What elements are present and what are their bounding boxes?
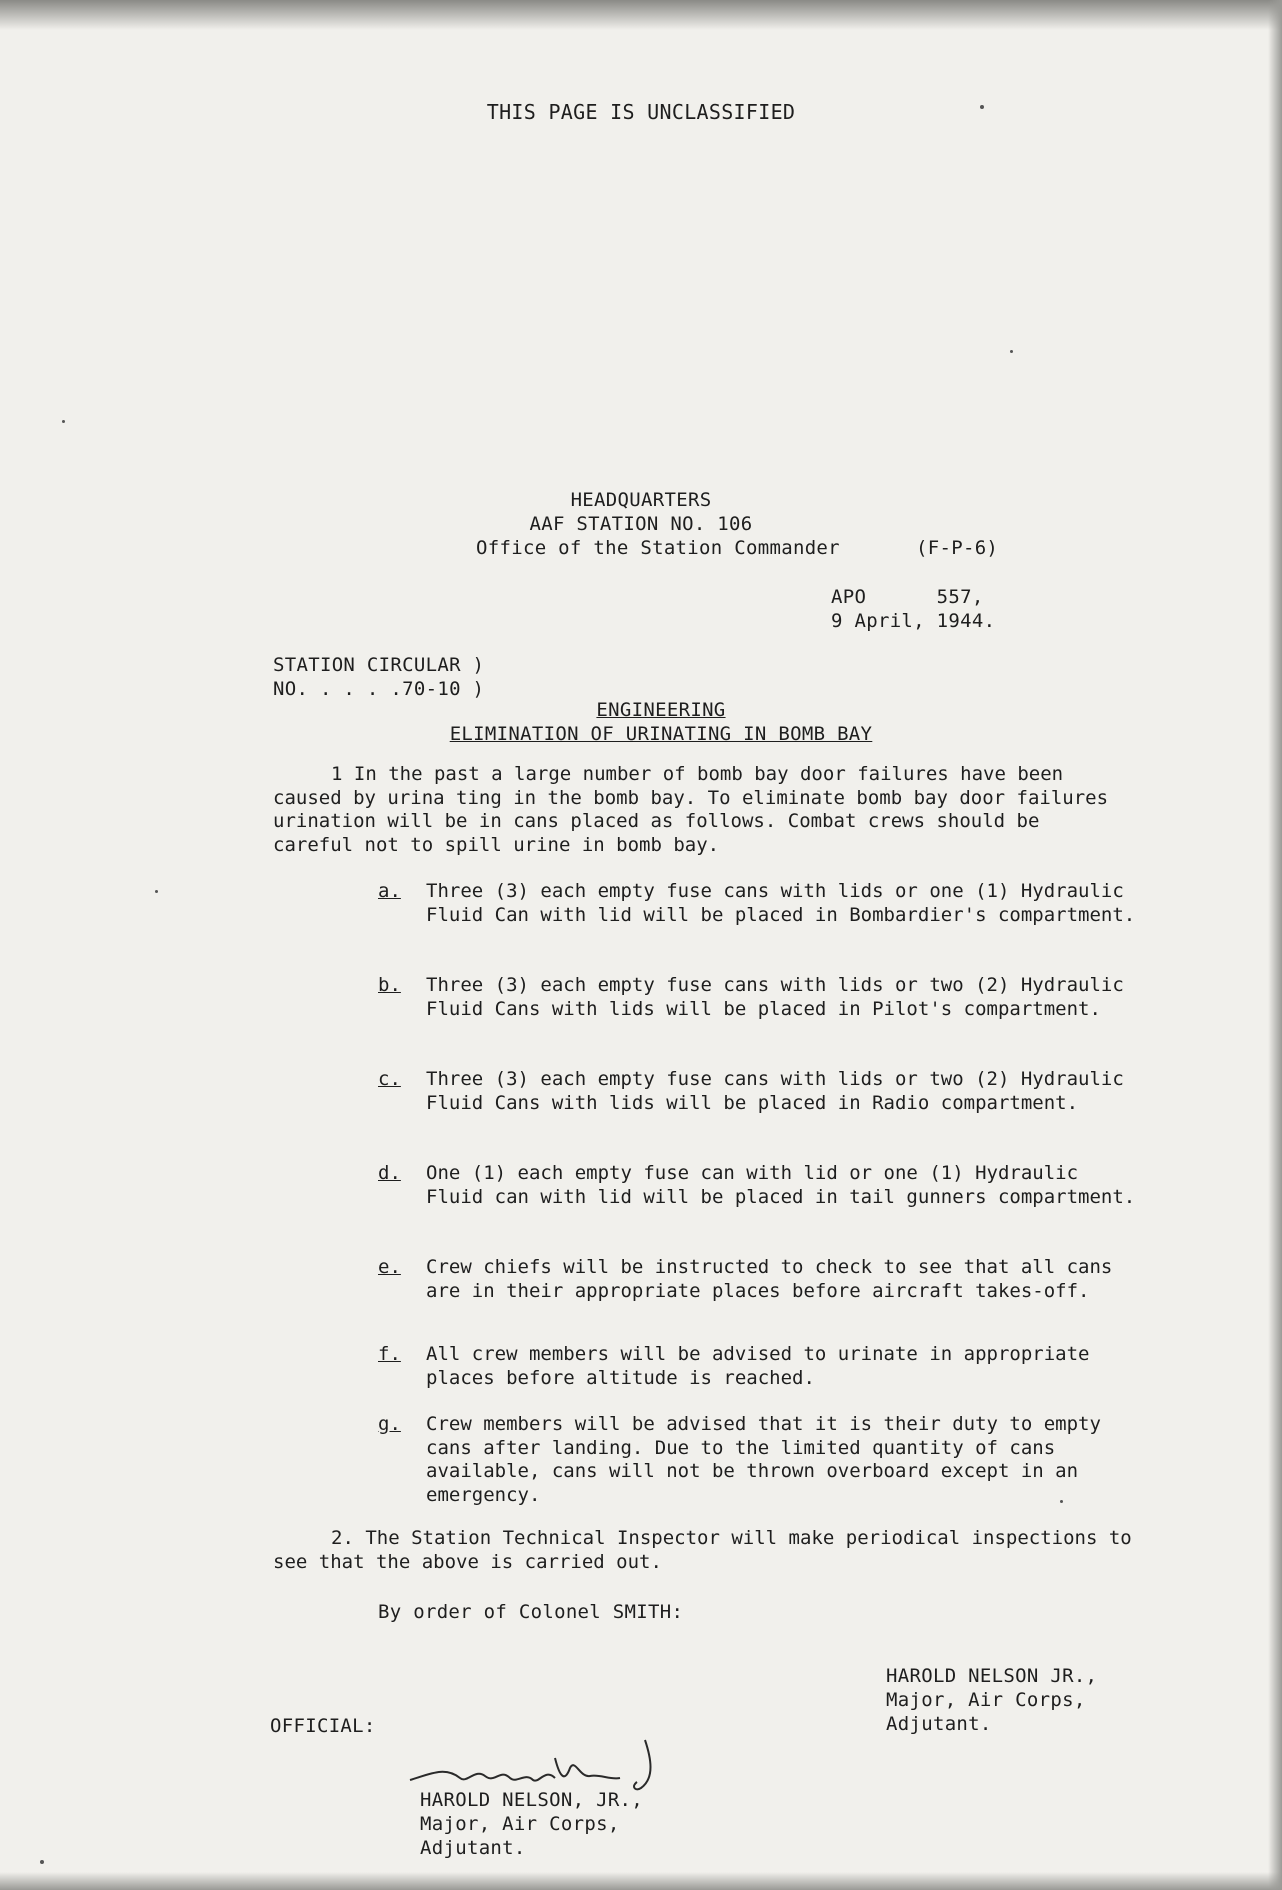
- item-text: Three (3) each empty fuse cans with lids or two (2) Hydraulic Fluid Cans with lids will be placed in Radio compartment.: [426, 1068, 1124, 1114]
- heading-headquarters: HEADQUARTERS: [570, 489, 712, 511]
- item-text: Crew chiefs will be instructed to check to see that all cans are in their appropriate places before aircraft takes-off.: [426, 1256, 1113, 1302]
- item-label: e.: [378, 1256, 401, 1278]
- circular-number: NO. . . . .70-10 ): [273, 678, 485, 700]
- scan-speck: [980, 105, 984, 109]
- scan-edge-bottom: [0, 1872, 1282, 1890]
- item-text: Crew members will be advised that it is their duty to empty cans after landing. Due to the limited quantity of cans available, cans will not be thrown overboard except in an emergency.: [426, 1413, 1101, 1506]
- item-label: b.: [378, 974, 401, 996]
- file-reference: (F-P-6): [916, 537, 999, 559]
- scan-edge-top: [0, 0, 1282, 30]
- item-label: a.: [378, 880, 401, 902]
- item-text: One (1) each empty fuse can with lid or one (1) Hydraulic Fluid can with lid will be placed in tail gunners compartment.: [426, 1162, 1136, 1208]
- signatory-title: Adjutant.: [886, 1713, 992, 1735]
- paragraph-2: 2. The Station Technical Inspector will make periodical inspections to see that the above is carried out.: [273, 1527, 1132, 1573]
- official-label: OFFICIAL:: [270, 1715, 376, 1737]
- scan-speck: [1010, 350, 1013, 353]
- official-title: Adjutant.: [420, 1837, 526, 1859]
- scan-speck: [40, 1860, 44, 1864]
- document-date: 9 April, 1944.: [831, 610, 996, 632]
- subject-category: ENGINEERING: [596, 699, 726, 721]
- heading-station: AAF STATION NO. 106: [529, 513, 753, 535]
- scan-speck: [62, 420, 65, 423]
- item-label: f.: [378, 1343, 401, 1365]
- item-text: Three (3) each empty fuse cans with lids or two (2) Hydraulic Fluid Cans with lids will be placed in Pilot's compartment.: [426, 974, 1124, 1020]
- item-label: c.: [378, 1068, 401, 1090]
- item-text: Three (3) each empty fuse cans with lids or one (1) Hydraulic Fluid Can with lid will be placed in Bombardier's compartment.: [426, 880, 1136, 926]
- classification-banner: THIS PAGE IS UNCLASSIFIED: [486, 100, 796, 124]
- signatory-name: HAROLD NELSON JR.,: [886, 1665, 1098, 1687]
- scan-speck: [155, 890, 158, 893]
- official-rank: Major, Air Corps,: [420, 1813, 620, 1835]
- item-label: d.: [378, 1162, 401, 1184]
- signatory-rank: Major, Air Corps,: [886, 1689, 1086, 1711]
- paragraph-1: 1 In the past a large number of bomb bay door failures have been caused by urina ting in the bomb bay. To eliminate bomb bay door failures urination will be in cans placed as follows. Combat crews should be careful not to spill urine in bomb bay.: [273, 763, 1109, 856]
- official-name: HAROLD NELSON, JR.,: [420, 1789, 644, 1811]
- item-label: g.: [378, 1413, 401, 1435]
- scan-edge-right: [1268, 0, 1282, 1890]
- apo-number: APO 557,: [831, 586, 984, 608]
- scan-speck: [1060, 1500, 1063, 1503]
- circular-label: STATION CIRCULAR ): [273, 654, 485, 676]
- item-text: All crew members will be advised to urinate in appropriate places before altitude is reached.: [426, 1343, 1090, 1389]
- subject-title: ELIMINATION OF URINATING IN BOMB BAY: [449, 723, 873, 745]
- heading-office: Office of the Station Commander: [476, 537, 840, 559]
- order-line: By order of Colonel SMITH:: [378, 1601, 684, 1623]
